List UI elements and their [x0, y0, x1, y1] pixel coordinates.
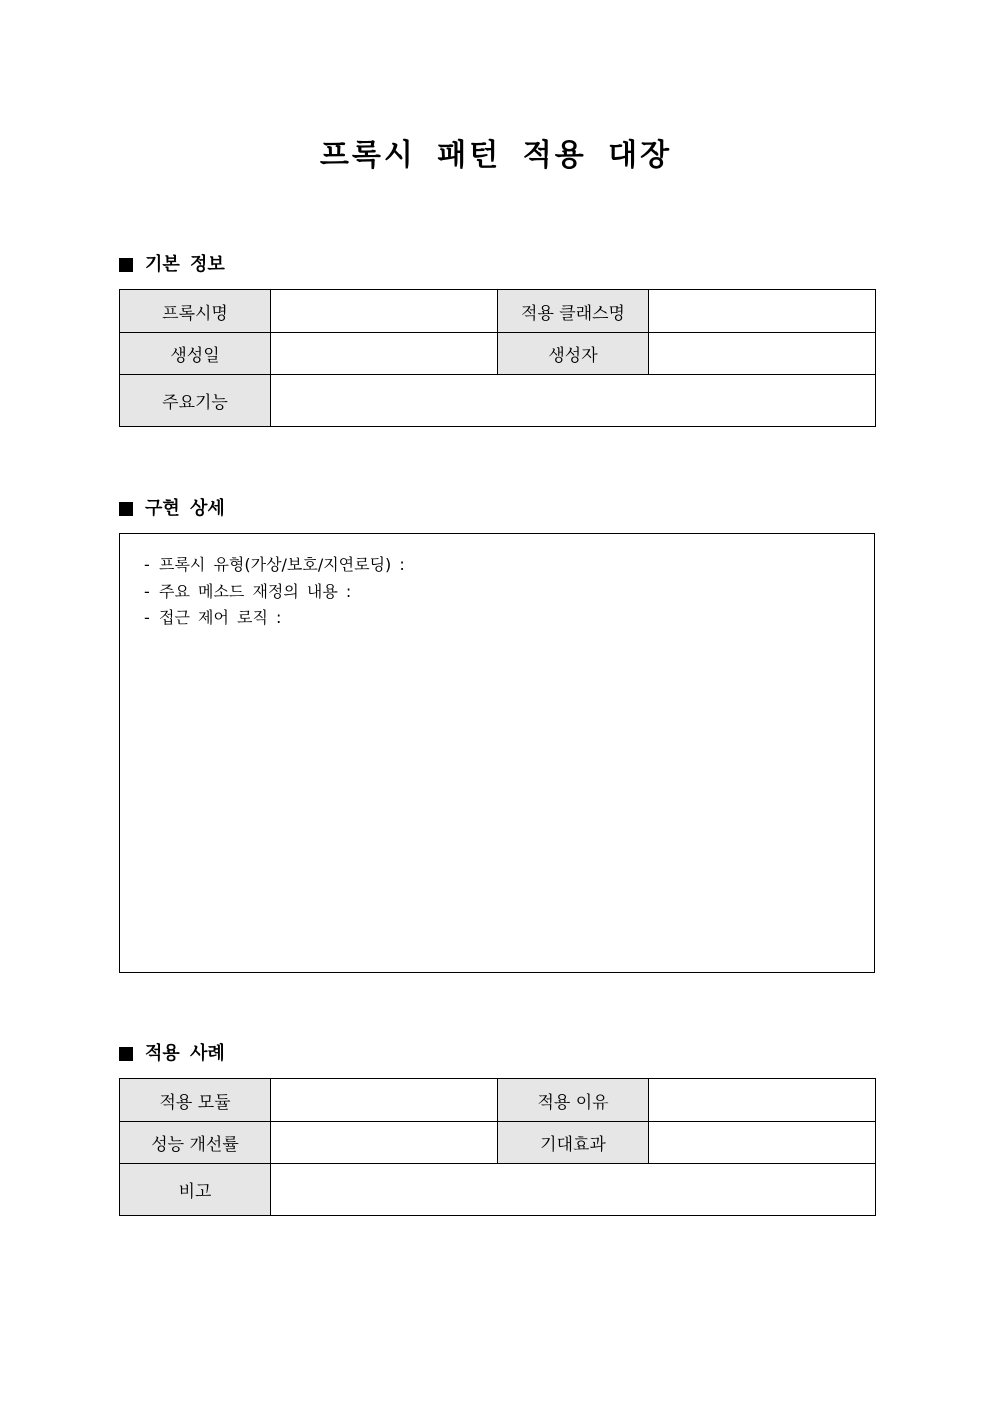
effect-label: 기대효과 — [498, 1122, 649, 1164]
created-date-field[interactable] — [271, 333, 498, 375]
module-label: 적용 모듈 — [120, 1079, 271, 1122]
proxy-name-label: 프록시명 — [120, 290, 271, 333]
proxy-name-field[interactable] — [271, 290, 498, 333]
square-bullet-icon — [119, 258, 133, 272]
method-override-item: 주요 메소드 재정의 내용 : — [159, 581, 352, 601]
dash-bullet: - — [144, 581, 150, 601]
implementation-heading-text: 구현 상세 — [145, 498, 225, 519]
main-function-field[interactable] — [271, 375, 876, 427]
basic-info-heading — [119, 253, 225, 277]
creator-label: 생성자 — [498, 333, 649, 375]
improvement-field[interactable] — [271, 1122, 498, 1164]
cases-table — [119, 1078, 876, 1216]
dash-bullet: - — [144, 555, 150, 574]
basic-info-heading-text: 기본 정보 — [145, 254, 225, 275]
dash-bullet: - — [144, 608, 150, 627]
implementation-list — [120, 534, 874, 632]
remarks-field[interactable] — [271, 1164, 876, 1216]
list-item — [144, 552, 874, 579]
page-title: 프록시 패턴 적용 대장 — [319, 138, 673, 173]
implementation-heading — [119, 497, 225, 521]
access-control-item: 접근 제어 로직 : — [159, 608, 282, 627]
remarks-label: 비고 — [120, 1164, 271, 1216]
improvement-label: 성능 개선률 — [120, 1122, 271, 1164]
module-field[interactable] — [271, 1079, 498, 1122]
basic-info-table — [119, 289, 876, 427]
class-name-label: 적용 클래스명 — [498, 290, 649, 333]
implementation-detail-box[interactable] — [119, 533, 875, 973]
reason-label: 적용 이유 — [498, 1079, 649, 1122]
created-date-label: 생성일 — [120, 333, 271, 375]
cases-heading-text: 적용 사례 — [145, 1043, 225, 1064]
cases-heading — [119, 1042, 225, 1066]
square-bullet-icon — [119, 502, 133, 516]
effect-field[interactable] — [649, 1122, 876, 1164]
proxy-type-item: 프록시 유형(가상/보호/지연로딩) : — [159, 555, 405, 574]
reason-field[interactable] — [649, 1079, 876, 1122]
list-item — [144, 605, 874, 632]
class-name-field[interactable] — [649, 290, 876, 333]
main-function-label: 주요기능 — [120, 375, 271, 427]
creator-field[interactable] — [649, 333, 876, 375]
square-bullet-icon — [119, 1047, 133, 1061]
list-item — [144, 579, 874, 606]
